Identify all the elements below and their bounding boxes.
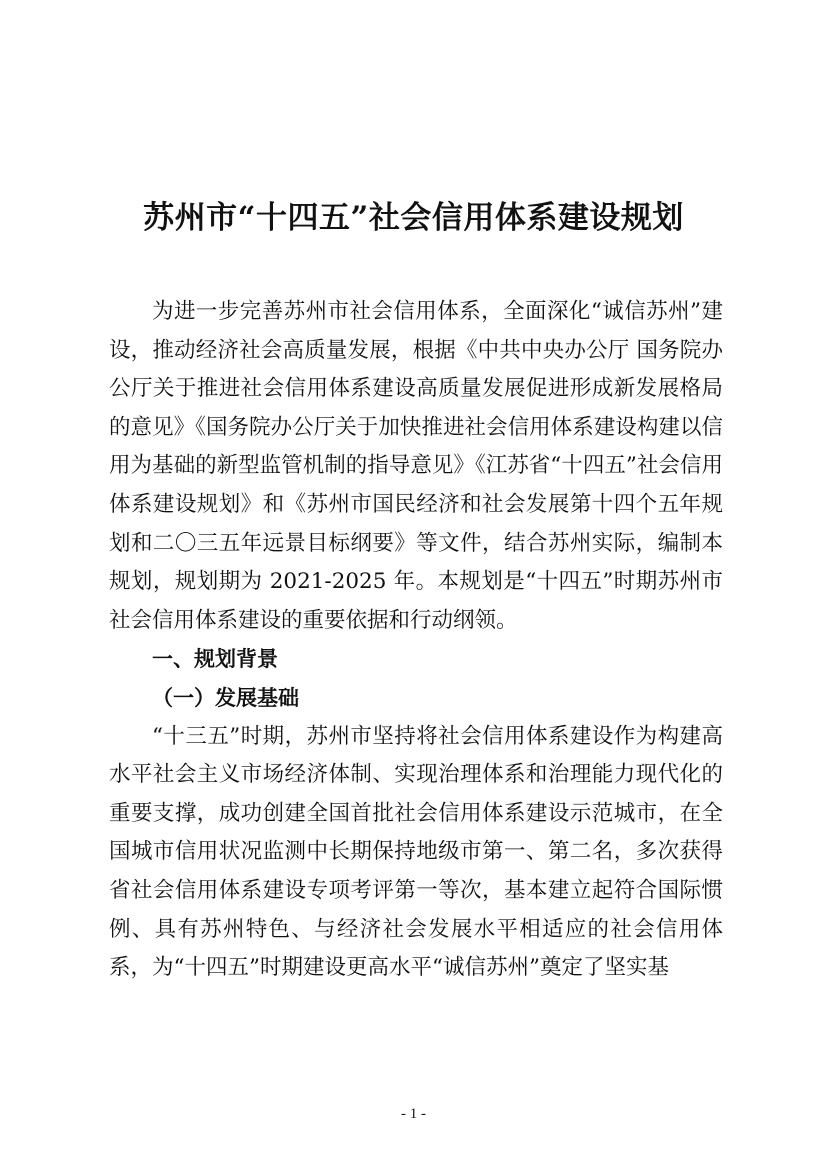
intro-paragraph: 为进一步完善苏州市社会信用体系，全面深化“诚信苏州”建设，推动经济社会高质量发展，根据《中共中央办公厅 国务院办公厅关于推进社会信用体系建设高质量发展促进形成新发展格局的意见》《国务院办公厅关于加快推进社会信用体系建设构建以信用为基础的新型监管机制的指导意见》《江苏省“十四五”社会信用体系建设规划》和《苏州市国民经济和社会发展第十四个五年规划和二〇三五年远景目标纲要》等文件，结合苏州实际，编制本规划，规划期为 2021-2025 年。本规划是“十四五”时期苏州市社会信用体系建设的重要依据和行动纲领。	[109, 299, 723, 633]
page-number: - 1 -	[401, 1106, 426, 1122]
document-body	[109, 293, 723, 988]
section-heading: 一、规划背景	[152, 647, 278, 672]
body-paragraph: “十三五”时期，苏州市坚持将社会信用体系建设作为构建高水平社会主义市场经济体制、实现治理体系和治理能力现代化的重要支撑，成功创建全国首批社会信用体系建设示范城市，在全国城市信用状况监测中长期保持地级市第一、第二名，多次获得省社会信用体系建设专项考评第一等次，基本建立起符合国际惯例、具有苏州特色、与经济社会发展水平相适应的社会信用体系，为“十四五”时期建设更高水平“诚信苏州”奠定了坚实基	[109, 723, 723, 981]
subsection-heading: （一）发展基础	[152, 684, 299, 710]
document-title: 苏州市“十四五”社会信用体系建设规划	[143, 200, 684, 236]
